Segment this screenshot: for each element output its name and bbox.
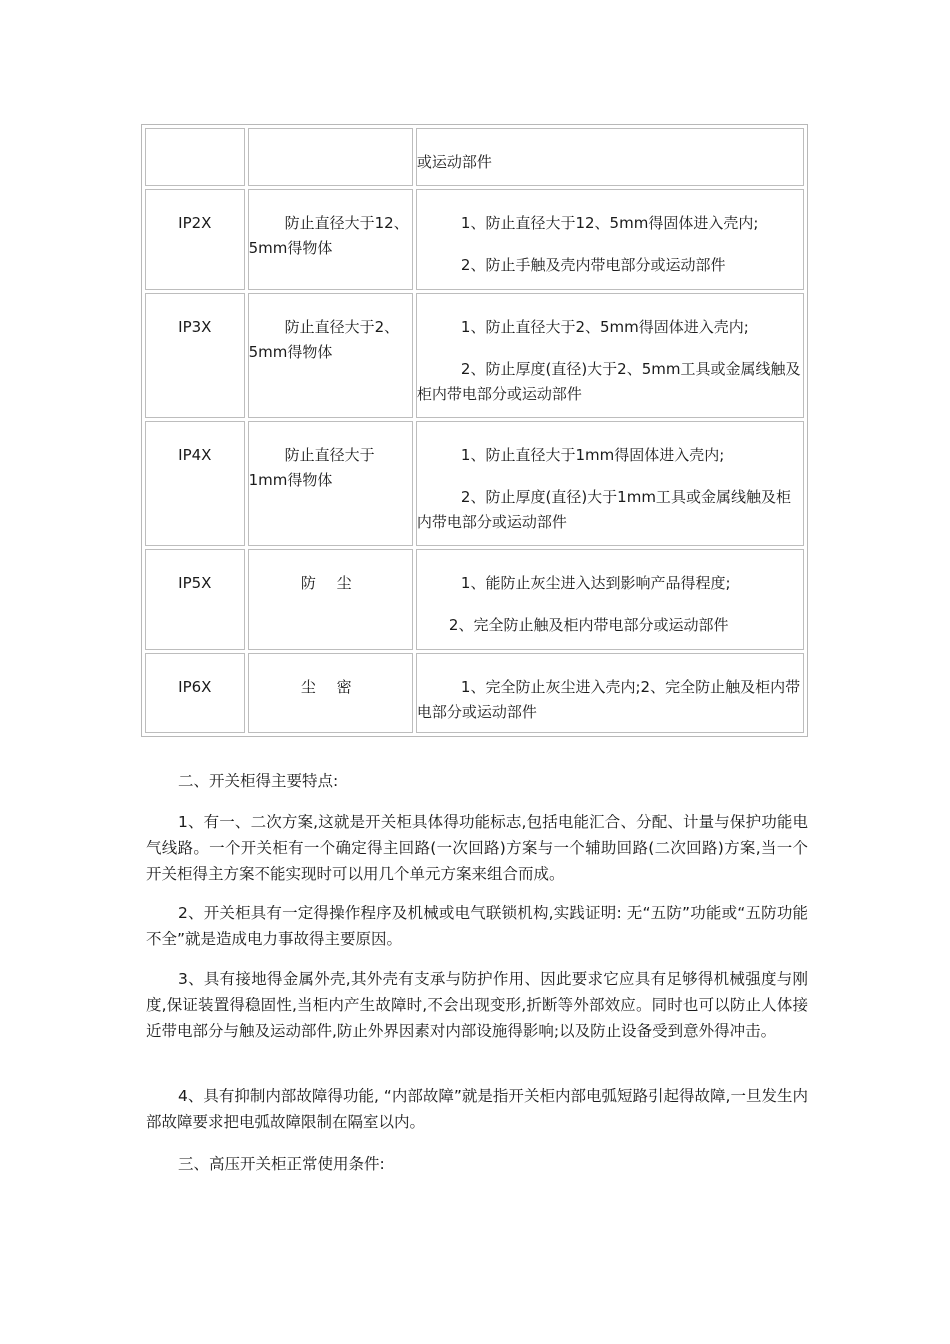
- ip-desc-cell: [416, 653, 804, 733]
- ip-code-cell: [145, 549, 245, 650]
- ip-code: IP2X: [178, 214, 212, 232]
- desc-line: 1、能防止灰尘进入达到影响产品得程度;: [460, 574, 731, 592]
- desc-line: 2、防止手触及壳内带电部分或运动部件: [460, 256, 726, 274]
- ip-meaning-cell: [248, 549, 413, 650]
- body-paragraph: 4、具有抑制内部故障得功能, “内部故障”就是指开关柜内部电弧短路引起得故障,一旦发生内部故障要求把电弧故障限制在隔室以内。: [146, 1087, 808, 1131]
- desc-line: 1、完全防止灰尘进入壳内;2、完全防止触及柜内带电部分或运动部件: [416, 678, 801, 721]
- desc-line: 2、防止厚度(直径)大于2、5mm工具或金属线触及柜内带电部分或运动部件: [416, 360, 801, 403]
- ip-code: IP6X: [178, 678, 212, 696]
- table-row: [145, 653, 804, 733]
- desc-line: 2、防止厚度(直径)大于1mm工具或金属线触及柜内带电部分或运动部件: [416, 488, 791, 531]
- ip-desc-cell: [416, 421, 804, 546]
- ip-meaning: 防 尘: [300, 574, 360, 592]
- ip-protection-table: [141, 124, 808, 737]
- body-paragraph: 2、开关柜具有一定得操作程序及机械或电气联锁机构,实践证明: 无“五防”功能或“五防功能不全”就是造成电力事故得主要原因。: [146, 904, 808, 948]
- ip-meaning: 尘 密: [300, 678, 360, 696]
- ip-meaning: 防止直径大于1mm得物体: [248, 446, 375, 489]
- ip-meaning: 防止直径大于12、5mm得物体: [248, 214, 409, 257]
- table-row: [145, 128, 804, 186]
- ip-desc-cell: [416, 549, 804, 650]
- table-row: [145, 189, 804, 290]
- ip-desc-cell: [416, 189, 804, 290]
- body-paragraph: 1、有一、二次方案,这就是开关柜具体得功能标志,包括电能汇合、分配、计量与保护功能电气线路。一个开关柜有一个确定得主回路(一次回路)方案与一个辅助回路(二次回路)方案,当一个开关柜得主方案不能实现时可以用几个单元方案来组合而成。: [146, 813, 808, 883]
- ip-code: IP5X: [178, 574, 212, 592]
- desc-line: 2、完全防止触及柜内带电部分或运动部件: [448, 616, 729, 634]
- section-heading-conditions: 三、高压开关柜正常使用条件:: [178, 1155, 385, 1173]
- ip-desc-cell: [416, 293, 804, 418]
- ip-meaning-cell: [248, 189, 413, 290]
- desc-line: 1、防止直径大于1mm得固体进入壳内;: [460, 446, 725, 464]
- ip-meaning-cell: [248, 293, 413, 418]
- ip-meaning-cell: [248, 653, 413, 733]
- ip-code-cell: [145, 653, 245, 733]
- desc-line: 1、防止直径大于2、5mm得固体进入壳内;: [460, 318, 749, 336]
- body-paragraph: 3、具有接地得金属外壳,其外壳有支承与防护作用、因此要求它应具有足够得机械强度与刚度,保证装置得稳固性,当柜内产生故障时,不会出现变形,折断等外部效应。同时也可以防止人体接近带电部分与触及运动部件,防止外界因素对内部设施得影响;以及防止设备受到意外得冲击。: [146, 970, 808, 1040]
- table-row: [145, 421, 804, 546]
- ip-meaning: 防止直径大于2、5mm得物体: [248, 318, 400, 361]
- ip-code-cell: [145, 421, 245, 546]
- ip-code: IP3X: [178, 318, 212, 336]
- table-row: [145, 549, 804, 650]
- ip-code-cell: [145, 189, 245, 290]
- desc-text: 或运动部件: [416, 153, 492, 171]
- section-heading-features: 二、开关柜得主要特点:: [178, 772, 339, 790]
- ip-code-cell: [145, 293, 245, 418]
- ip-meaning-cell: [248, 421, 413, 546]
- desc-line: 1、防止直径大于12、5mm得固体进入壳内;: [460, 214, 759, 232]
- ip-desc-cell: [416, 128, 804, 186]
- table-row: [145, 293, 804, 418]
- ip-code-cell: [145, 128, 245, 186]
- ip-meaning-cell: [248, 128, 413, 186]
- ip-code: IP4X: [178, 446, 212, 464]
